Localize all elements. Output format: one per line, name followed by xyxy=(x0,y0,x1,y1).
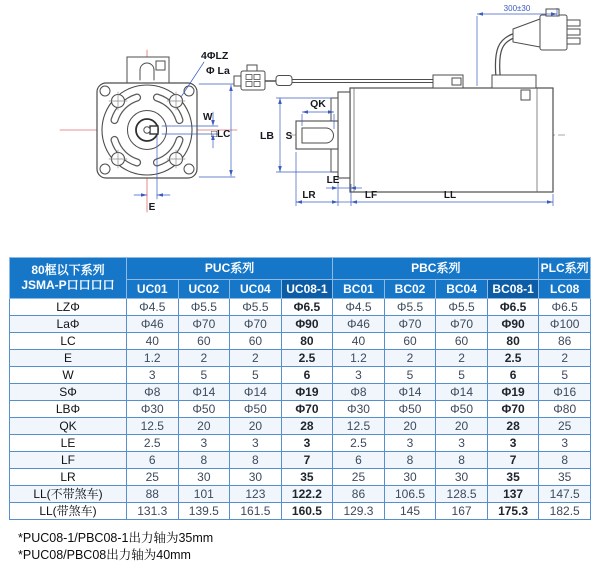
table-head xyxy=(10,258,591,299)
table-row xyxy=(10,503,591,520)
table-row xyxy=(10,367,591,384)
table-cell: 3 xyxy=(436,435,488,452)
table-cell: Φ4.5 xyxy=(333,299,385,316)
table-cell: 25 xyxy=(539,418,591,435)
table-cell: 167 xyxy=(436,503,488,520)
table-cell: Φ16 xyxy=(539,384,591,401)
label-flange-size: □LC xyxy=(211,129,231,140)
row-label: LL(不带煞车) xyxy=(10,486,127,503)
table-cell: 35 xyxy=(281,469,333,486)
table-cell: 3 xyxy=(539,435,591,452)
table-row xyxy=(10,435,591,452)
table-row xyxy=(10,299,591,316)
table-cell: 60 xyxy=(384,333,436,350)
table-cell: 12.5 xyxy=(127,418,179,435)
label-ll: LL xyxy=(443,190,457,201)
table-cell: Φ8 xyxy=(127,384,179,401)
table-cell: 40 xyxy=(127,333,179,350)
motor-body xyxy=(350,88,553,192)
table-cell: Φ19 xyxy=(281,384,333,401)
table-cell: 139.5 xyxy=(178,503,230,520)
row-label: LZΦ xyxy=(10,299,127,316)
label-pilot-dia: LB xyxy=(260,130,274,142)
row-label: LL(带煞车) xyxy=(10,503,127,520)
table-cell: Φ70 xyxy=(384,316,436,333)
table-cell: Φ90 xyxy=(281,316,333,333)
table-corner-header: 80框以下系列 JSMA-P口口口口 xyxy=(10,258,127,299)
table-row xyxy=(10,469,591,486)
column-header-UC01: UC01 xyxy=(127,280,179,299)
series-group-header: PBC系列 xyxy=(333,258,539,280)
motor-dimension-drawing xyxy=(0,0,600,248)
label-bolt-holes: 4ΦLZ xyxy=(201,50,229,62)
table-cell: Φ5.5 xyxy=(230,299,282,316)
table-cell: 131.3 xyxy=(127,503,179,520)
table-cell: Φ100 xyxy=(539,316,591,333)
table-cell: Φ5.5 xyxy=(178,299,230,316)
table-cell: 3 xyxy=(487,435,539,452)
table-cell: Φ46 xyxy=(127,316,179,333)
shaft-key-slot xyxy=(302,128,334,143)
table-cell: 86 xyxy=(333,486,385,503)
label-key-length: QK xyxy=(310,98,326,110)
table-cell: Φ14 xyxy=(230,384,282,401)
table-cell: 3 xyxy=(384,435,436,452)
table-cell: Φ50 xyxy=(384,401,436,418)
column-header-UC04: UC04 xyxy=(230,280,282,299)
table-cell: 1.2 xyxy=(333,350,385,367)
table-cell: 123 xyxy=(230,486,282,503)
table-cell: 2 xyxy=(178,350,230,367)
table-cell: 25 xyxy=(333,469,385,486)
table-cell: 28 xyxy=(487,418,539,435)
table-cell: 3 xyxy=(333,367,385,384)
series-group-header: PLC系列 xyxy=(539,258,591,280)
table-row xyxy=(10,452,591,469)
table-cell: 137 xyxy=(487,486,539,503)
table-cell: 88 xyxy=(127,486,179,503)
table-cell: 3 xyxy=(281,435,333,452)
table-cell: 161.5 xyxy=(230,503,282,520)
table-cell: 86 xyxy=(539,333,591,350)
table-cell: Φ8 xyxy=(333,384,385,401)
table-cell: 12.5 xyxy=(333,418,385,435)
table-cell: 6 xyxy=(333,452,385,469)
row-label: SΦ xyxy=(10,384,127,401)
row-label: LE xyxy=(10,435,127,452)
column-header-UC02: UC02 xyxy=(178,280,230,299)
row-label: W xyxy=(10,367,127,384)
table-cell: 20 xyxy=(230,418,282,435)
table-row xyxy=(10,333,591,350)
table-cell: 2 xyxy=(230,350,282,367)
side-view xyxy=(234,4,580,206)
table-cell: 80 xyxy=(487,333,539,350)
table-cell: 145 xyxy=(384,503,436,520)
table-cell: 2.5 xyxy=(281,350,333,367)
power-cable xyxy=(265,76,433,86)
encoder-connector xyxy=(513,9,580,50)
table-cell: 60 xyxy=(178,333,230,350)
row-label: LBΦ xyxy=(10,401,127,418)
spec-table xyxy=(9,257,591,520)
label-lr: LR xyxy=(302,190,316,201)
table-cell: 5 xyxy=(539,367,591,384)
table-cell: 2 xyxy=(539,350,591,367)
table-cell: 2 xyxy=(436,350,488,367)
table-cell: Φ5.5 xyxy=(436,299,488,316)
footnote-1: *PUC08-1/PBC08-1出力轴为35mm xyxy=(18,531,214,545)
row-label: QK xyxy=(10,418,127,435)
footnotes xyxy=(18,530,600,564)
table-cell: 8 xyxy=(436,452,488,469)
table-cell: 35 xyxy=(487,469,539,486)
table-cell: 2 xyxy=(384,350,436,367)
table-cell: Φ46 xyxy=(333,316,385,333)
table-cell: 6 xyxy=(487,367,539,384)
column-header-LC08: LC08 xyxy=(539,280,591,299)
table-cell: 2.5 xyxy=(333,435,385,452)
table-cell: 8 xyxy=(384,452,436,469)
row-label: LaΦ xyxy=(10,316,127,333)
table-cell: 20 xyxy=(178,418,230,435)
table-row xyxy=(10,316,591,333)
column-header-UC08-1: UC08-1 xyxy=(281,280,333,299)
table-cell: 28 xyxy=(281,418,333,435)
table-cell: Φ6.5 xyxy=(539,299,591,316)
table-cell: Φ6.5 xyxy=(487,299,539,316)
table-cell: Φ19 xyxy=(487,384,539,401)
table-cell: 7 xyxy=(281,452,333,469)
label-keyway-width: W xyxy=(203,112,213,123)
front-flange-view xyxy=(60,50,237,213)
table-cell: 2.5 xyxy=(127,435,179,452)
table-row xyxy=(10,350,591,367)
table-cell: 5 xyxy=(230,367,282,384)
table-cell: 60 xyxy=(230,333,282,350)
table-cell: Φ50 xyxy=(178,401,230,418)
label-le: LE xyxy=(326,175,340,186)
table-cell: 122.2 xyxy=(281,486,333,503)
table-cell: 175.3 xyxy=(487,503,539,520)
table-cell: 129.3 xyxy=(333,503,385,520)
table-cell: Φ50 xyxy=(436,401,488,418)
power-terminal-box xyxy=(433,75,463,88)
label-bolt-circle: Φ La xyxy=(206,65,230,77)
table-cell: 30 xyxy=(384,469,436,486)
power-connector xyxy=(234,65,265,90)
table-cell: Φ70 xyxy=(487,401,539,418)
table-cell: Φ70 xyxy=(436,316,488,333)
table-cell: Φ5.5 xyxy=(384,299,436,316)
table-cell: 5 xyxy=(436,367,488,384)
table-row xyxy=(10,401,591,418)
table-cell: Φ30 xyxy=(127,401,179,418)
row-label: LF xyxy=(10,452,127,469)
table-cell: Φ14 xyxy=(436,384,488,401)
table-cell: 25 xyxy=(127,469,179,486)
table-cell: Φ14 xyxy=(178,384,230,401)
table-cell: 30 xyxy=(178,469,230,486)
table-cell: 3 xyxy=(178,435,230,452)
table-cell: Φ14 xyxy=(384,384,436,401)
table-cell: 6 xyxy=(281,367,333,384)
table-cell: 106.5 xyxy=(384,486,436,503)
table-cell: Φ4.5 xyxy=(127,299,179,316)
table-cell: Φ6.5 xyxy=(281,299,333,316)
table-cell: Φ70 xyxy=(178,316,230,333)
table-cell: 8 xyxy=(539,452,591,469)
series-group-header: PUC系列 xyxy=(127,258,333,280)
table-cell: 30 xyxy=(230,469,282,486)
table-cell: 80 xyxy=(281,333,333,350)
table-cell: 160.5 xyxy=(281,503,333,520)
table-cell: 8 xyxy=(178,452,230,469)
flange-plate xyxy=(338,92,350,178)
table-cell: 101 xyxy=(178,486,230,503)
table-cell: 2.5 xyxy=(487,350,539,367)
row-label: E xyxy=(10,350,127,367)
table-row xyxy=(10,486,591,503)
table-cell: 35 xyxy=(539,469,591,486)
table-cell: 60 xyxy=(436,333,488,350)
label-key-offset: E xyxy=(148,202,156,213)
table-cell: 3 xyxy=(127,367,179,384)
table-cell: 128.5 xyxy=(436,486,488,503)
table-cell: Φ70 xyxy=(281,401,333,418)
footnote-2: *PUC08/PBC08出力轴为40mm xyxy=(18,548,191,562)
table-body xyxy=(10,299,591,520)
column-header-BC04: BC04 xyxy=(436,280,488,299)
table-cell: Φ50 xyxy=(230,401,282,418)
label-shaft-dia: S xyxy=(285,131,293,142)
table-cell: 20 xyxy=(384,418,436,435)
table-cell: 5 xyxy=(178,367,230,384)
table-cell: 30 xyxy=(436,469,488,486)
table-cell: 182.5 xyxy=(539,503,591,520)
keyway xyxy=(150,126,158,134)
flange-top-connector xyxy=(127,57,169,84)
column-header-BC01: BC01 xyxy=(333,280,385,299)
row-label: LC xyxy=(10,333,127,350)
table-cell: Φ90 xyxy=(487,316,539,333)
table-cell: Φ30 xyxy=(333,401,385,418)
label-cable-length: 300±30 xyxy=(503,4,531,13)
table-cell: Φ80 xyxy=(539,401,591,418)
table-cell: 6 xyxy=(127,452,179,469)
table-cell: Φ70 xyxy=(230,316,282,333)
center-hole xyxy=(144,127,150,133)
table-cell: 7 xyxy=(487,452,539,469)
table-cell: 40 xyxy=(333,333,385,350)
table-cell: 20 xyxy=(436,418,488,435)
table-cell: 3 xyxy=(230,435,282,452)
row-label: LR xyxy=(10,469,127,486)
table-cell: 8 xyxy=(230,452,282,469)
table-cell: 147.5 xyxy=(539,486,591,503)
table-row xyxy=(10,418,591,435)
table-cell: 5 xyxy=(384,367,436,384)
label-lf: LF xyxy=(364,190,378,201)
table-row xyxy=(10,384,591,401)
column-header-BC08-1: BC08-1 xyxy=(487,280,539,299)
column-header-BC02: BC02 xyxy=(384,280,436,299)
table-cell: 1.2 xyxy=(127,350,179,367)
